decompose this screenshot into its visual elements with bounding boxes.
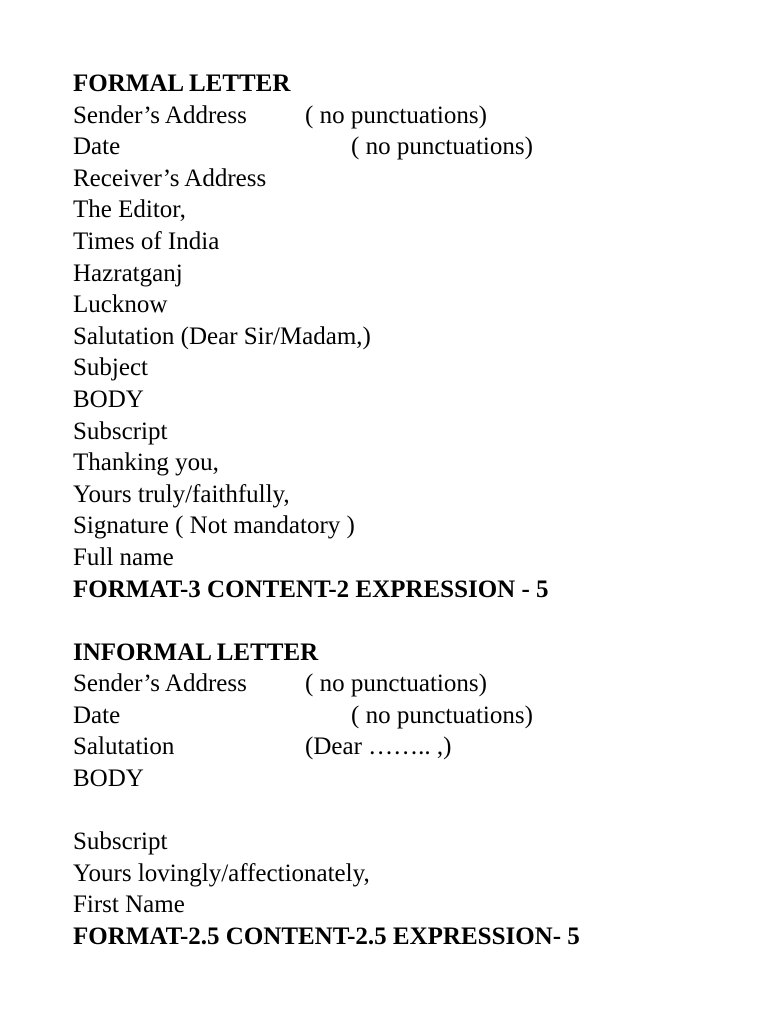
formal-signature: Signature ( Not mandatory ) xyxy=(73,512,355,540)
informal-marks-scheme: FORMAT-2.5 CONTENT-2.5 EXPRESSION- 5 xyxy=(73,923,580,951)
formal-receiver-address-label: Receiver’s Address xyxy=(73,164,267,192)
formal-salutation: Salutation (Dear Sir/Madam,) xyxy=(73,322,371,350)
formal-receiver-line: The Editor, xyxy=(73,196,186,224)
informal-letter-section xyxy=(73,637,753,953)
informal-closing: Yours lovingly/affectionately, xyxy=(73,859,370,887)
formal-letter-section xyxy=(73,68,753,605)
informal-date-label: Date xyxy=(73,701,121,729)
informal-body: BODY xyxy=(73,765,144,793)
formal-date-row xyxy=(73,131,753,163)
formal-body: BODY xyxy=(73,385,144,413)
formal-letter-heading: FORMAL LETTER xyxy=(73,70,291,97)
informal-date-note: ( no punctuations) xyxy=(351,701,533,729)
formal-receiver-line: Lucknow xyxy=(73,291,168,319)
formal-date-label: Date xyxy=(73,133,121,161)
formal-full-name: Full name xyxy=(73,543,174,571)
informal-sender-address-note: ( no punctuations) xyxy=(305,670,487,698)
informal-salutation-note: (Dear …….. ,) xyxy=(305,733,452,761)
informal-sender-address-label: Sender’s Address xyxy=(73,670,247,698)
formal-closing-line: Thanking you, xyxy=(73,449,219,477)
formal-date-note: ( no punctuations) xyxy=(351,133,533,161)
informal-salutation-label: Salutation xyxy=(73,733,175,761)
formal-marks-scheme: FORMAT-3 CONTENT-2 EXPRESSION - 5 xyxy=(73,575,549,603)
informal-body-spacer xyxy=(73,795,753,827)
informal-salutation-row xyxy=(73,731,753,763)
informal-sender-address-row xyxy=(73,668,753,700)
informal-subscript: Subscript xyxy=(73,828,168,856)
formal-closing-line: Yours truly/faithfully, xyxy=(73,480,290,508)
formal-receiver-line: Times of India xyxy=(73,227,220,255)
section-spacer xyxy=(73,605,753,637)
informal-letter-heading: INFORMAL LETTER xyxy=(73,638,319,666)
formal-sender-address-row xyxy=(73,100,753,132)
formal-subject: Subject xyxy=(73,354,148,382)
formal-subscript: Subscript xyxy=(73,417,168,445)
formal-sender-address-note: ( no punctuations) xyxy=(305,101,487,129)
formal-receiver-line: Hazratganj xyxy=(73,259,183,287)
informal-first-name: First Name xyxy=(73,891,185,919)
formal-sender-address-label: Sender’s Address xyxy=(73,101,247,129)
document-page xyxy=(73,68,753,953)
informal-date-row xyxy=(73,700,753,732)
